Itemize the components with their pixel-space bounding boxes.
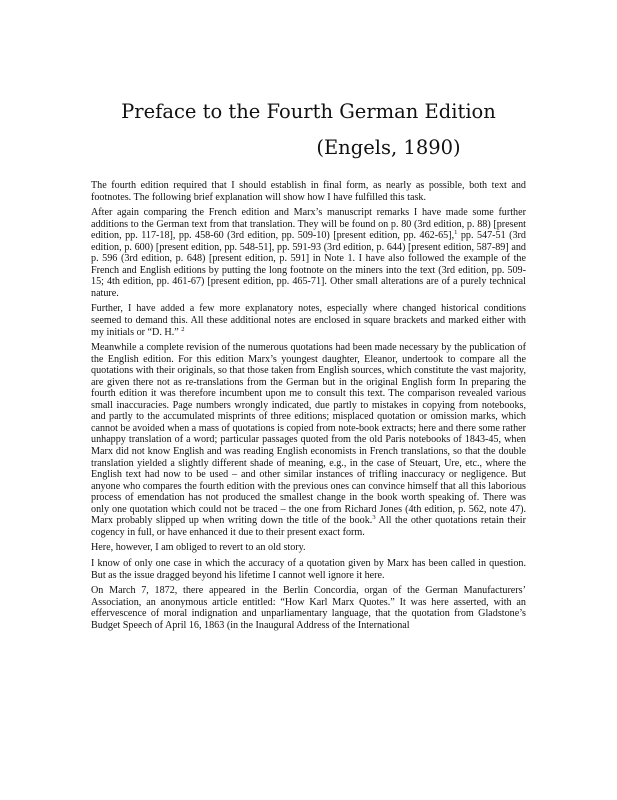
paragraph-text: The fourth edition required that I should establish in final form, as nearly as possible, both text and footnotes. The following brief explanation will show how I have fulfilled this task.: [91, 180, 526, 203]
paragraph: [91, 207, 526, 299]
paragraph: [91, 542, 526, 554]
paragraph-text: I know of only one case in which the accuracy of a quotation given by Marx has been called in question. But as the issue dragged beyond his lifetime I cannot well ignore it here.: [91, 557, 526, 581]
paragraph: [91, 558, 526, 581]
paragraph-text: pp. 547-51 (3rd edition, p. 600) [present edition, pp. 548-51], pp. 591-93 (3rd edition, p. 644) [present edition, 587-89] and p. 596 (3rd edition, p. 648) [present edition, p. 591] in Note 1. I have also followed the example of the French and English editions by putting the long footnote on the miners into the text (3rd edition, pp. 509- 15; 4th edition, pp. 461-67) [present edition, pp. 465-71]. Other small alterations are of a purely technical nature.: [91, 230, 526, 299]
document-subtitle: (Engels, 1890): [316, 136, 461, 159]
paragraph: [91, 180, 526, 203]
paragraph-text: On March 7, 1872, there appeared in the Berlin Concordia, organ of the German Manufacturers’ Association, an anonymous article entitled: “How Karl Marx Quotes.” It was here asserted, with an effervescence of moral indignation and unparliamentary language, that the quotation from Gladstone’s Budget Speech of April 16, 1863 (in the Inaugural Address of the International: [91, 585, 526, 631]
footnote-ref: 3: [372, 514, 376, 522]
paragraph-text: All the other quotations retain their cogency in full, or have enhanced it due to their present exact form.: [91, 515, 526, 538]
paragraph-text: Further, I have added a few more explanatory notes, especially where changed historical conditions seemed to demand this. All these additional notes are enclosed in square brackets and marked either with my initials or “D. H.”: [91, 303, 526, 338]
paragraph-text: Here, however, I am obliged to revert to an old story.: [91, 542, 306, 554]
document-body: [91, 180, 526, 635]
footnote-ref: 1: [454, 229, 458, 237]
paragraph: [91, 303, 526, 338]
paragraph-text: Meanwhile a complete revision of the numerous quotations had been made necessary by the publication of the English edition. For this edition Marx’s youngest daughter, Eleanor, undertook to compare all the quotations with their originals, so that those taken from English sources, which constitute the vast majority, are given there not as re-translations from the German but in the original English form In preparing the fourth edition it was therefore incumbent upon me to consult this text. The comparison revealed various small inaccuracies. Page numbers wrongly indicated, due partly to mistakes in copying from notebooks, and partly to the accumulated misprints of three editions; misplaced quotation or omission marks, which cannot be avoided when a mass of quotations is copied from note-book extracts; here and there some rather unhappy translation of a word; particular passages quoted from the old Paris notebooks of 1843-45, when Marx did not know English and was reading English economists in French translations, so that the double translation yielded a slightly different shade of meaning, e.g., in the case of Steuart, Ure, etc., where the English text had now to be used – and other similar instances of trifling inaccuracy or negligence. But anyone who compares the fourth edition with the previous ones can convince himself that all this laborious process of emendation has not produced the smallest change in the book worth speaking of. There was only one quotation which could not be traced – the one from Richard Jones (4th edition, p. 562, note 47). Marx probably slipped up when writing down the title of the book.: [91, 342, 526, 527]
paragraph: [91, 585, 526, 631]
footnote-ref: 2: [181, 325, 185, 333]
paragraph-text: After again comparing the French edition and Marx’s manuscript remarks I have made some further additions to the German text from that translation. They will be found on p. 80 (3rd edition, p. 88) [present edition, pp. 117-18], pp. 458-60 (3rd edition, pp. 509-10) [present edition, pp. 462-65],: [91, 207, 526, 242]
paragraph: [91, 342, 526, 538]
document-title: Preface to the Fourth German Edition: [121, 100, 496, 123]
